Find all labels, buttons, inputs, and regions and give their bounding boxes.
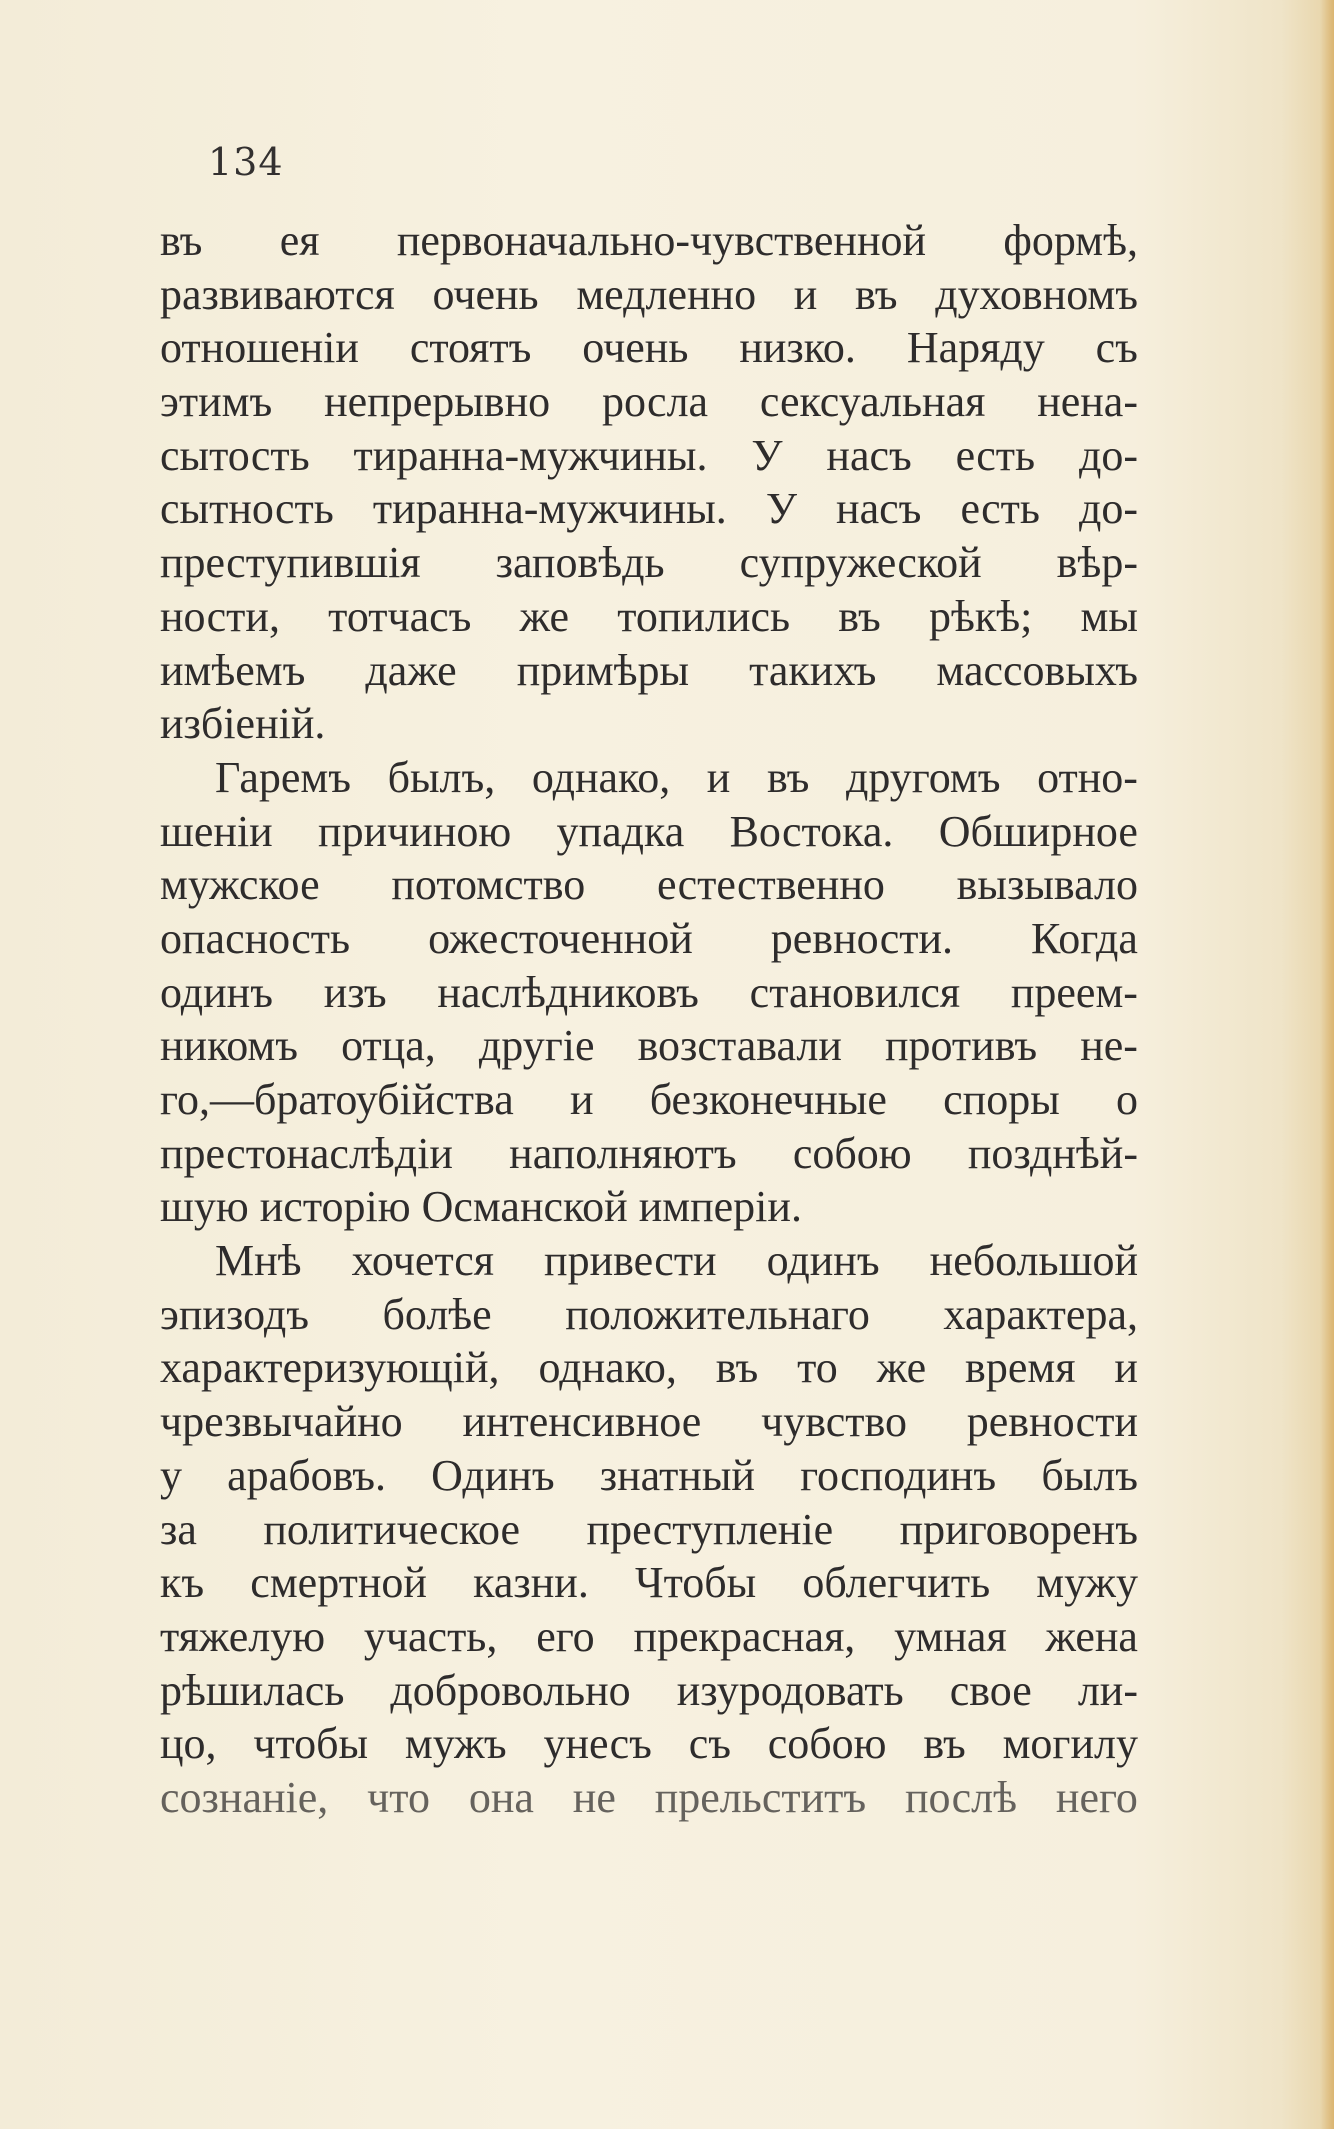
- text-line: [160, 214, 1138, 268]
- text-line: [160, 482, 1138, 536]
- word: возставали: [637, 1021, 842, 1071]
- word: У: [751, 430, 783, 480]
- word: вызывало: [956, 860, 1138, 910]
- word: безконечные: [649, 1075, 887, 1124]
- text-line: [160, 1019, 1138, 1073]
- word: опасность: [160, 913, 351, 963]
- text-line: [160, 1664, 1138, 1718]
- page-edge: [1320, 0, 1334, 2129]
- word: къ: [160, 1558, 205, 1608]
- word: въ: [715, 1343, 759, 1393]
- text-line: [160, 268, 1138, 322]
- word: ея: [279, 216, 320, 265]
- word: облегчить: [802, 1558, 991, 1608]
- word: арабовъ.: [227, 1450, 387, 1500]
- word: ли-: [1077, 1665, 1138, 1715]
- word: очень: [432, 269, 539, 319]
- word: него: [1055, 1772, 1138, 1822]
- word: медленно: [576, 269, 757, 319]
- word: упадка: [556, 806, 685, 856]
- word: сексуальная: [759, 377, 986, 427]
- word: положительнаго: [565, 1289, 870, 1339]
- word: преем-: [1010, 967, 1138, 1017]
- word: его: [536, 1611, 595, 1661]
- word: преступившія: [160, 538, 421, 588]
- word: не: [572, 1772, 616, 1822]
- word: рѣшилась: [160, 1665, 345, 1715]
- word: въ: [923, 1719, 966, 1769]
- word: и: [706, 752, 731, 802]
- word: споры: [943, 1075, 1060, 1124]
- word: преступленіе: [586, 1504, 834, 1554]
- word: то: [797, 1343, 838, 1393]
- text-line: [160, 590, 1138, 644]
- page-number: 134: [208, 140, 284, 184]
- text-line: [160, 1717, 1138, 1771]
- word: хочется: [351, 1236, 494, 1286]
- word: могилу: [1002, 1719, 1138, 1769]
- text-line: [160, 1180, 1138, 1234]
- word: съ: [1095, 323, 1138, 373]
- word: въ: [160, 216, 203, 265]
- word: чтобы: [253, 1719, 369, 1769]
- text-line: [160, 805, 1138, 859]
- word: Востока.: [729, 806, 894, 856]
- word: собою: [792, 1128, 912, 1178]
- word: до-: [1078, 484, 1138, 534]
- word: становился: [749, 967, 961, 1017]
- word: сытость: [160, 430, 310, 480]
- word: мужъ: [404, 1719, 507, 1769]
- word: у: [160, 1450, 182, 1500]
- word: тотчасъ: [328, 591, 472, 641]
- word: прельститъ: [654, 1772, 867, 1822]
- word: же: [519, 591, 569, 641]
- word: одинъ: [160, 967, 273, 1017]
- word: естественно: [656, 860, 885, 910]
- word: одинъ: [766, 1236, 880, 1286]
- word: даже: [365, 645, 457, 695]
- word: Когда: [1031, 913, 1138, 963]
- word: имѣемъ: [160, 645, 306, 695]
- text-line: [160, 1395, 1138, 1449]
- word: супружеской: [739, 538, 982, 588]
- word: изъ: [323, 967, 387, 1017]
- word: ревности.: [770, 913, 954, 963]
- word: У: [765, 484, 797, 534]
- text-line: [160, 912, 1138, 966]
- text-line: [160, 1610, 1138, 1664]
- word: другіе: [478, 1021, 595, 1071]
- word: Гаремъ: [215, 752, 351, 802]
- word: за: [160, 1504, 197, 1554]
- word: и: [793, 269, 818, 319]
- word: го,—братоубійства: [160, 1075, 514, 1124]
- word: казни.: [473, 1558, 589, 1608]
- word: Чтобы: [634, 1558, 757, 1608]
- word: изуродовать: [676, 1665, 904, 1715]
- word: потомство: [391, 860, 586, 910]
- word: былъ: [1041, 1450, 1138, 1500]
- line-text: шую исторію Османской имперіи.: [160, 1182, 802, 1232]
- word: отца,: [341, 1021, 436, 1071]
- word: Одинъ: [431, 1450, 555, 1500]
- word: жена: [1045, 1611, 1138, 1661]
- word: такихъ: [749, 645, 877, 695]
- word: Мнѣ: [215, 1236, 302, 1286]
- word: время: [965, 1343, 1076, 1393]
- word: сознаніе,: [160, 1772, 329, 1822]
- word: до-: [1078, 430, 1138, 480]
- word: мужу: [1036, 1558, 1138, 1608]
- word: ожесточенной: [428, 913, 693, 963]
- word: цо,: [160, 1719, 217, 1769]
- word: эпизодъ: [160, 1289, 309, 1339]
- word: очень: [582, 323, 689, 373]
- word: свое: [949, 1665, 1032, 1715]
- word: мы: [1080, 591, 1138, 641]
- word: отношеніи: [160, 323, 359, 373]
- word: политическое: [263, 1504, 521, 1554]
- word: вѣр-: [1056, 538, 1138, 588]
- text-line: [160, 697, 1138, 751]
- text-line: [160, 321, 1138, 375]
- word: тяжелую: [160, 1611, 326, 1661]
- line-text: избіеній.: [160, 699, 326, 749]
- word: духовномъ: [935, 269, 1138, 319]
- word: насъ: [826, 430, 912, 480]
- word: Обширное: [938, 806, 1138, 856]
- word: и: [569, 1075, 594, 1124]
- word: и: [1114, 1343, 1138, 1393]
- word: позднѣй-: [967, 1128, 1138, 1178]
- text-line: [160, 429, 1138, 483]
- word: наслѣдниковъ: [437, 967, 699, 1017]
- text-line: [160, 1556, 1138, 1610]
- word: росла: [601, 377, 709, 427]
- word: наполняютъ: [509, 1128, 737, 1178]
- text-line: [160, 858, 1138, 912]
- word: о: [1115, 1075, 1138, 1124]
- word: непрерывно: [324, 377, 551, 427]
- word: отно-: [1037, 752, 1138, 802]
- word: тиранна-мужчины.: [372, 484, 727, 534]
- text-line: [160, 1073, 1138, 1127]
- text-line: [160, 966, 1138, 1020]
- text-line: [160, 1449, 1138, 1503]
- word: первоначально-чувственной: [396, 216, 927, 265]
- text-line: [160, 1503, 1138, 1557]
- word: въ: [838, 591, 881, 641]
- word: тиранна-мужчины.: [353, 430, 708, 480]
- word: есть: [955, 430, 1036, 480]
- word: съ: [688, 1719, 731, 1769]
- word: этимъ: [160, 377, 273, 427]
- word: умная: [894, 1611, 1007, 1661]
- word: характеризующій,: [160, 1343, 500, 1393]
- word: однако,: [538, 1343, 677, 1393]
- word: есть: [960, 484, 1040, 534]
- word: развиваются: [160, 269, 395, 319]
- word: рѣкѣ;: [928, 591, 1033, 641]
- word: господинъ: [800, 1450, 997, 1500]
- word: привести: [544, 1236, 717, 1286]
- word: насъ: [836, 484, 922, 534]
- word: добровольно: [390, 1665, 631, 1715]
- word: ности,: [160, 591, 280, 641]
- word: массовыхъ: [936, 645, 1138, 695]
- word: противъ: [884, 1021, 1038, 1071]
- text-line: [160, 1288, 1138, 1342]
- word: низко.: [739, 323, 856, 373]
- word: топились: [617, 591, 791, 641]
- word: знатный: [599, 1450, 755, 1500]
- word: никомъ: [160, 1021, 298, 1071]
- word: что: [367, 1772, 430, 1822]
- word: же: [876, 1343, 927, 1393]
- word: послѣ: [905, 1772, 1018, 1822]
- word: прекрасная,: [633, 1611, 856, 1661]
- text-line: [160, 1127, 1138, 1181]
- word: чувство: [761, 1397, 907, 1447]
- text-line: [160, 375, 1138, 429]
- text-line: [160, 751, 1138, 805]
- word: примѣры: [516, 645, 690, 695]
- word: смертной: [250, 1558, 427, 1608]
- word: стоятъ: [409, 323, 532, 373]
- word: былъ,: [387, 752, 496, 802]
- word: она: [468, 1772, 534, 1822]
- word: престонаслѣдіи: [160, 1128, 453, 1178]
- word: другомъ: [845, 752, 1001, 802]
- word: причиною: [318, 806, 512, 856]
- word: приговоренъ: [899, 1504, 1138, 1554]
- word: заповѣдь: [495, 538, 665, 588]
- word: формѣ,: [1003, 216, 1138, 265]
- text-line: [160, 1341, 1138, 1395]
- word: болѣе: [382, 1289, 492, 1339]
- word: въ: [855, 269, 898, 319]
- word: Наряду: [906, 323, 1045, 373]
- body-text: [160, 214, 1138, 1825]
- text-line: [160, 536, 1138, 590]
- word: чрезвычайно: [160, 1397, 403, 1447]
- word: интенсивное: [462, 1397, 702, 1447]
- word: однако,: [531, 752, 671, 802]
- word: въ: [766, 752, 810, 802]
- word: небольшой: [929, 1236, 1138, 1286]
- word: мужское: [160, 860, 320, 910]
- word: нена-: [1037, 377, 1138, 427]
- word: характера,: [943, 1289, 1138, 1339]
- text-line: [160, 1234, 1138, 1288]
- word: участь,: [363, 1611, 498, 1661]
- word: не-: [1080, 1021, 1138, 1071]
- text-line: [160, 1771, 1138, 1825]
- word: шеніи: [160, 806, 273, 856]
- word: ревности: [966, 1397, 1138, 1447]
- word: сытность: [160, 484, 334, 534]
- word: собою: [767, 1719, 887, 1769]
- text-line: [160, 644, 1138, 698]
- word: унесъ: [543, 1719, 652, 1769]
